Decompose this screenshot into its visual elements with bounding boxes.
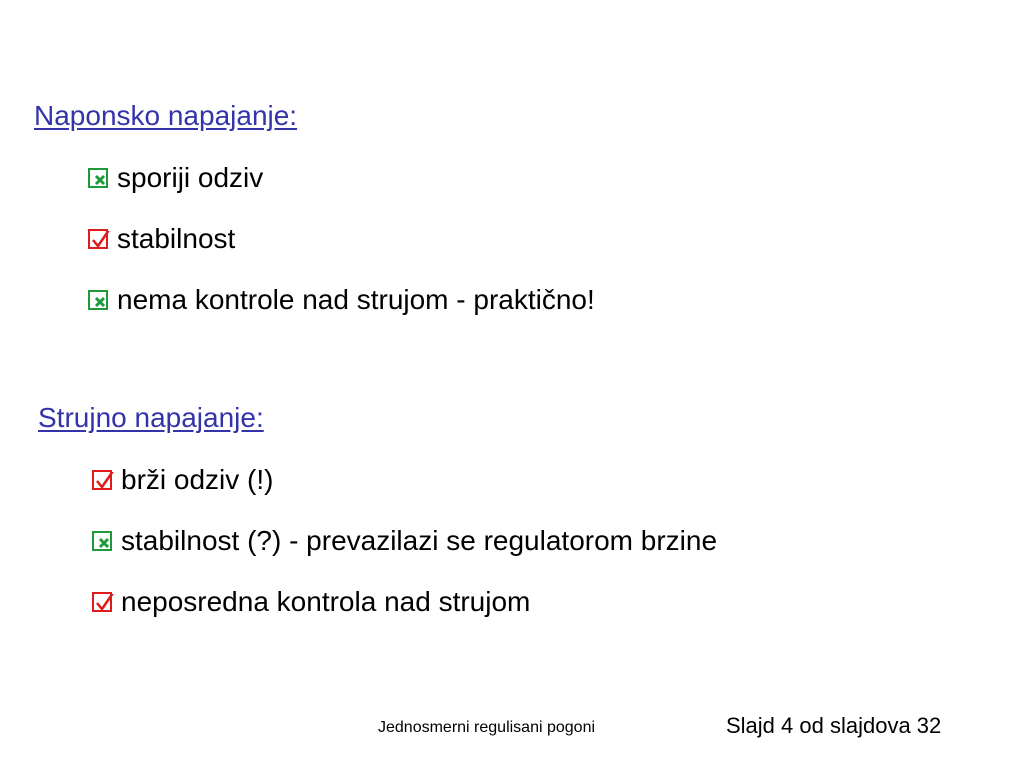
item-text: stabilnost (?) - prevazilazi se regulatorom brzine <box>121 525 718 556</box>
check-box-icon <box>92 470 112 490</box>
list-item <box>92 588 530 616</box>
section-heading-naponsko: Naponsko napajanje: <box>34 100 298 131</box>
list-item <box>88 164 263 192</box>
list-item <box>92 527 717 555</box>
slide-counter: Slajd 4 od slajdova 32 <box>726 713 942 738</box>
item-text: nema kontrole nad strujom - praktično! <box>117 284 595 315</box>
footer-title: Jednosmerni regulisani pogoni <box>378 719 596 736</box>
item-text: stabilnost <box>117 223 236 254</box>
cross-box-icon <box>88 290 108 310</box>
list-item <box>92 466 273 494</box>
item-text: neposredna kontrola nad strujom <box>121 586 531 617</box>
item-text: sporiji odziv <box>117 162 264 193</box>
list-item <box>88 286 595 314</box>
check-box-icon <box>88 229 108 249</box>
item-text: brži odziv (!) <box>121 464 274 495</box>
check-box-icon <box>92 592 112 612</box>
cross-box-icon <box>92 531 112 551</box>
list-item <box>88 225 235 253</box>
section-heading-strujno: Strujno napajanje: <box>38 402 264 433</box>
cross-box-icon <box>88 168 108 188</box>
